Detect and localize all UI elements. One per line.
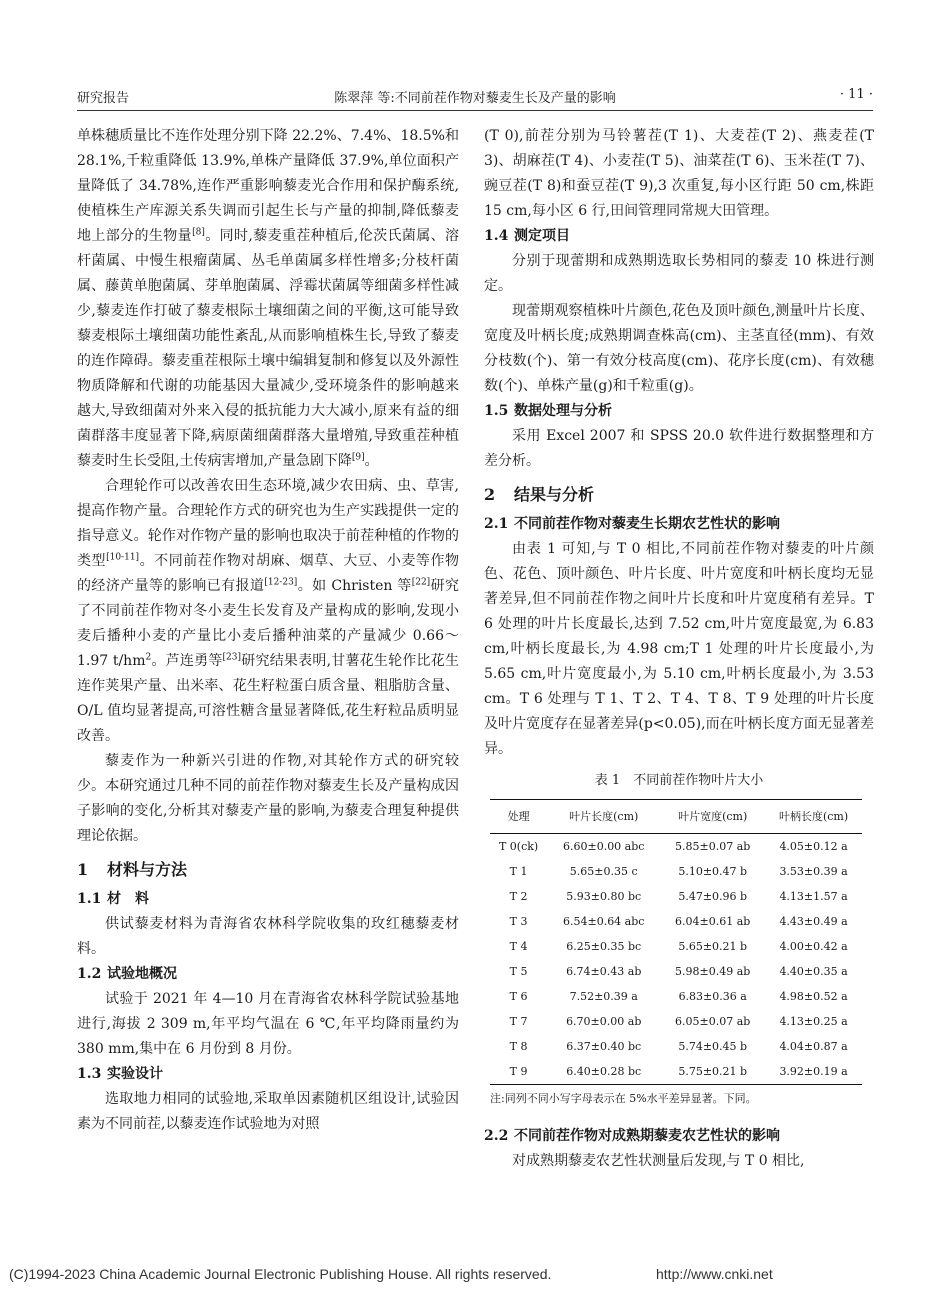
table-cell: 6.04±0.61 ab (675, 915, 751, 928)
table-cell: 6.70±0.00 ab (566, 1015, 642, 1028)
table-cell: T 8 (509, 1040, 528, 1053)
table-cell: T 5 (509, 965, 528, 978)
copyright-text: (C)1994-2023 China Academic Journal Electronic Publishing House. All rights reserved. (9, 1266, 552, 1282)
table-cell: 6.25±0.35 bc (566, 940, 642, 953)
citation[interactable]: [12-23] (264, 577, 298, 588)
table-row (490, 884, 862, 909)
left-column (77, 124, 459, 1137)
data-table (490, 799, 862, 1085)
table-note: 注:同列不同小写字母表示在 5%水平差异显著。下同。 (490, 1092, 757, 1105)
subsection-heading: 1.4 测定项目 (484, 228, 570, 244)
table-cell: 6.37±0.40 bc (566, 1040, 642, 1053)
paragraph: 试验于 2021 年 4—10 月在青海省农林科学院试验基地进行,海拔 2 309 m,年平均气温在 6 ℃,年平均降雨量约为 380 mm,集中在 6 月份到 8 月份。 (77, 991, 459, 1057)
section-heading: 2 结果与分析 (484, 485, 595, 504)
table-cell: 5.98±0.49 ab (675, 965, 751, 978)
citation[interactable]: [10-11] (106, 552, 140, 563)
section-heading: 1 材料与方法 (77, 860, 188, 879)
table-cell: 4.05±0.12 a (779, 840, 848, 853)
table-cell: 4.04±0.87 a (779, 1040, 848, 1053)
paragraph: 单株穗质量比不连作处理分别下降 22.2%、7.4%、18.5%和 28.1%,千粒重降低 13.9%,单株产量降低 37.9%,单位面积产量降低了 34.78%,连作严重影响藜麦光合作用和保护酶系统,使植株生产库源关系失调而引起生长与产量的抑制,降低藜麦地上部分的生物量[8]。同时,藜麦重茬种植后,伦茨氏菌属、溶杆菌属、中慢生根瘤菌属、丛毛单菌属多样性增多;分枝杆菌属、藤黄单胞菌属、芽单胞菌属、浮霉状菌属等细菌多样性减少,藜麦连作打破了藜麦根际土壤细菌之间的平衡,这可能导致藜麦根际土壤细菌功能性紊乱,从而影响植株生长,导致了藜麦的连作障碍。藜麦重茬根际土壤中编辑复制和修复以及外源性物质降解和代谢的功能基因大量减少,受环境条件的影响越来越大,导致细菌对外来入侵的抵抗能力大大减小,原来有益的细菌群落丰度显著下降,病原菌细菌群落大量增殖,导致重茬种植藜麦时生长受阻,土传病害增加,产量急剧下降[9]。 (77, 128, 460, 469)
paragraph: 对成熟期藜麦农艺性状测量后发现,与 T 0 相比, (512, 1153, 805, 1169)
table-cell: 6.05±0.07 ab (675, 1015, 751, 1028)
table-row (490, 859, 862, 884)
page-number: · 11 · (839, 87, 873, 102)
table-cell: 3.92±0.19 a (765, 1059, 862, 1085)
table-cell: 3.53±0.39 a (779, 865, 848, 878)
table-cell: 6.40±0.28 bc (547, 1059, 660, 1085)
table-cell: 5.65±0.21 b (678, 940, 748, 953)
table-row (490, 909, 862, 934)
table-cell: T 6 (509, 990, 528, 1003)
table-cell: T 0(ck) (498, 840, 539, 853)
table-cell: T 2 (509, 890, 528, 903)
table-row (490, 959, 862, 984)
table-caption: 表 1 不同前茬作物叶片大小 (594, 773, 764, 788)
running-title: 陈翠萍 等:不同前茬作物对藜麦生长及产量的影响 (334, 91, 616, 106)
journal-section: 研究报告 (77, 91, 130, 106)
table-cell: 7.52±0.39 a (569, 990, 638, 1003)
paragraph: 由表 1 可知,与 T 0 相比,不同前茬作物对藜麦的叶片颜色、花色、顶叶颜色、叶片长度、叶片宽度和叶柄长度均无显著差异,但不同前茬作物之间叶片长度和叶片宽度稍有差异。T 6 处理的叶片长度最长,达到 7.52 cm,叶片宽度最宽,为 6.83 cm,叶柄长度最长,为 4.98 cm;T 1 处理的叶片长度最小,为 5.65 cm,叶片宽度最小,为 5.10 cm,叶柄长度最小,为 3.53 cm。T 6 处理与 T 1、T 2、T 4、T 8、T 9 处理的叶片长度及叶片宽度存在显著差异(p<0.05),而在叶柄长度方面无显著差异。 (484, 541, 874, 757)
table-row (490, 1059, 862, 1085)
subsection-heading: 1.3 实验设计 (77, 1066, 163, 1082)
paragraph: 供试藜麦材料为青海省农林科学院收集的玫红穗藜麦材料。 (77, 916, 459, 957)
paragraph: 藜麦作为一种新兴引进的作物,对其轮作方式的研究较少。本研究通过几种不同的前茬作物对藜麦生长及产量构成因子影响的变化,分析其对藜麦产量的影响,为藜麦合理复种提供理论依据。 (77, 753, 459, 844)
right-column (484, 124, 874, 1174)
table-row (490, 1034, 862, 1059)
paragraph: 采用 Excel 2007 和 SPSS 20.0 软件进行数据整理和方差分析。 (484, 428, 874, 469)
table-cell: T 3 (509, 915, 528, 928)
paragraph: 分别于现蕾期和成熟期选取长势相同的藜麦 10 株进行测定。 (484, 253, 874, 294)
table-cell: 6.83±0.36 a (678, 990, 747, 1003)
table-row (490, 834, 862, 860)
table-cell: 4.43±0.49 a (779, 915, 848, 928)
paragraph: 现蕾期观察植株叶片颜色,花色及顶叶颜色,测量叶片长度、宽度及叶柄长度;成熟期调查株高(cm)、主茎直径(mm)、有效分枝数(个)、第一有效分枝高度(cm)、花序长度(cm)、有效穗数(个)、单株产量(g)和千粒重(g)。 (484, 303, 874, 394)
table-cell: 5.10±0.47 b (678, 865, 748, 878)
column-header: 叶片宽度(cm) (660, 800, 765, 834)
table-cell: T 1 (509, 865, 528, 878)
citation[interactable]: [23] (222, 652, 242, 663)
table-cell: 4.13±0.25 a (779, 1015, 848, 1028)
paragraph: 合理轮作可以改善农田生态环境,减少农田病、虫、草害,提高作物产量。合理轮作方式的研究也为生产实践提供一定的指导意义。轮作对作物产量的影响也取决于前茬种植的作物的类型[10-11]。不同前茬作物对胡麻、烟草、大豆、小麦等作物的经济产量等的影响已有报道[12-23]。如 Christen 等[22]研究了不同前茬作物对冬小麦生长发育及产量构成的影响,发现小麦后播种小麦的产量比小麦后播种油菜的产量减少 0.66～1.97 $t/hm^2$。芦连勇等[23]研究结果表明,甘薯花生轮作比花生连作荚果产量、出米率、花生籽粒蛋白质含量、粗脂肪含量、O/L 值均显著提高,可溶性糖含量显著降低,花生籽粒品质明显改善。 (77, 478, 460, 744)
subsection-heading: 2.2 不同前茬作物对成熟期藜麦农艺性状的影响 (484, 1128, 780, 1144)
column-header: 叶片长度(cm) (547, 800, 660, 834)
table-cell: 4.00±0.42 a (779, 940, 848, 953)
paragraph: 选取地力相同的试验地,采取单因素随机区组设计,试验因素为不同前茬,以藜麦连作试验地为对照 (77, 1091, 459, 1132)
site-link[interactable]: http://www.cnki.net (656, 1266, 773, 1282)
table-cell: 6.60±0.00 abc (562, 840, 645, 853)
citation[interactable]: [8] (192, 227, 205, 238)
table-cell: 4.40±0.35 a (779, 965, 848, 978)
table-cell: 5.85±0.07 ab (675, 840, 751, 853)
citation[interactable]: [22] (411, 577, 431, 588)
table-row (490, 934, 862, 959)
subsection-heading: 1.5 数据处理与分析 (484, 403, 612, 419)
table-cell: 4.98±0.52 a (779, 990, 848, 1003)
table-cell: 6.74±0.43 ab (566, 965, 642, 978)
running-header (77, 84, 873, 111)
table-cell: 5.74±0.45 b (678, 1040, 748, 1053)
table-cell: T 4 (509, 940, 528, 953)
citation[interactable]: [9] (351, 452, 365, 463)
column-header: 处理 (490, 800, 547, 834)
column-header: 叶柄长度(cm) (765, 800, 862, 834)
table-cell: 5.75±0.21 b (660, 1059, 765, 1085)
table-cell: 6.54±0.64 abc (562, 915, 645, 928)
table-cell: 5.93±0.80 bc (566, 890, 642, 903)
subsection-heading: 1.1 材 料 (77, 891, 149, 907)
table-cell: T 7 (509, 1015, 528, 1028)
paragraph: (T 0),前茬分别为马铃薯茬(T 1)、大麦茬(T 2)、燕麦茬(T 3)、胡麻茬(T 4)、小麦茬(T 5)、油菜茬(T 6)、玉米茬(T 7)、豌豆茬(T 8)和蚕豆茬(T 9),3 次重复,每小区行距 50 cm,株距 15 cm,每小区 6 行,田间管理同常规大田管理。 (484, 128, 874, 219)
table-cell: T 9 (490, 1059, 547, 1085)
subsection-heading: 1.2 试验地概况 (77, 966, 177, 982)
subsection-heading: 2.1 不同前茬作物对藜麦生长期农艺性状的影响 (484, 516, 780, 532)
table-cell: 5.65±0.35 c (569, 865, 638, 878)
table-row (490, 984, 862, 1009)
table-cell: 4.13±1.57 a (779, 890, 848, 903)
table-cell: 5.47±0.96 b (678, 890, 748, 903)
table-row (490, 1009, 862, 1034)
